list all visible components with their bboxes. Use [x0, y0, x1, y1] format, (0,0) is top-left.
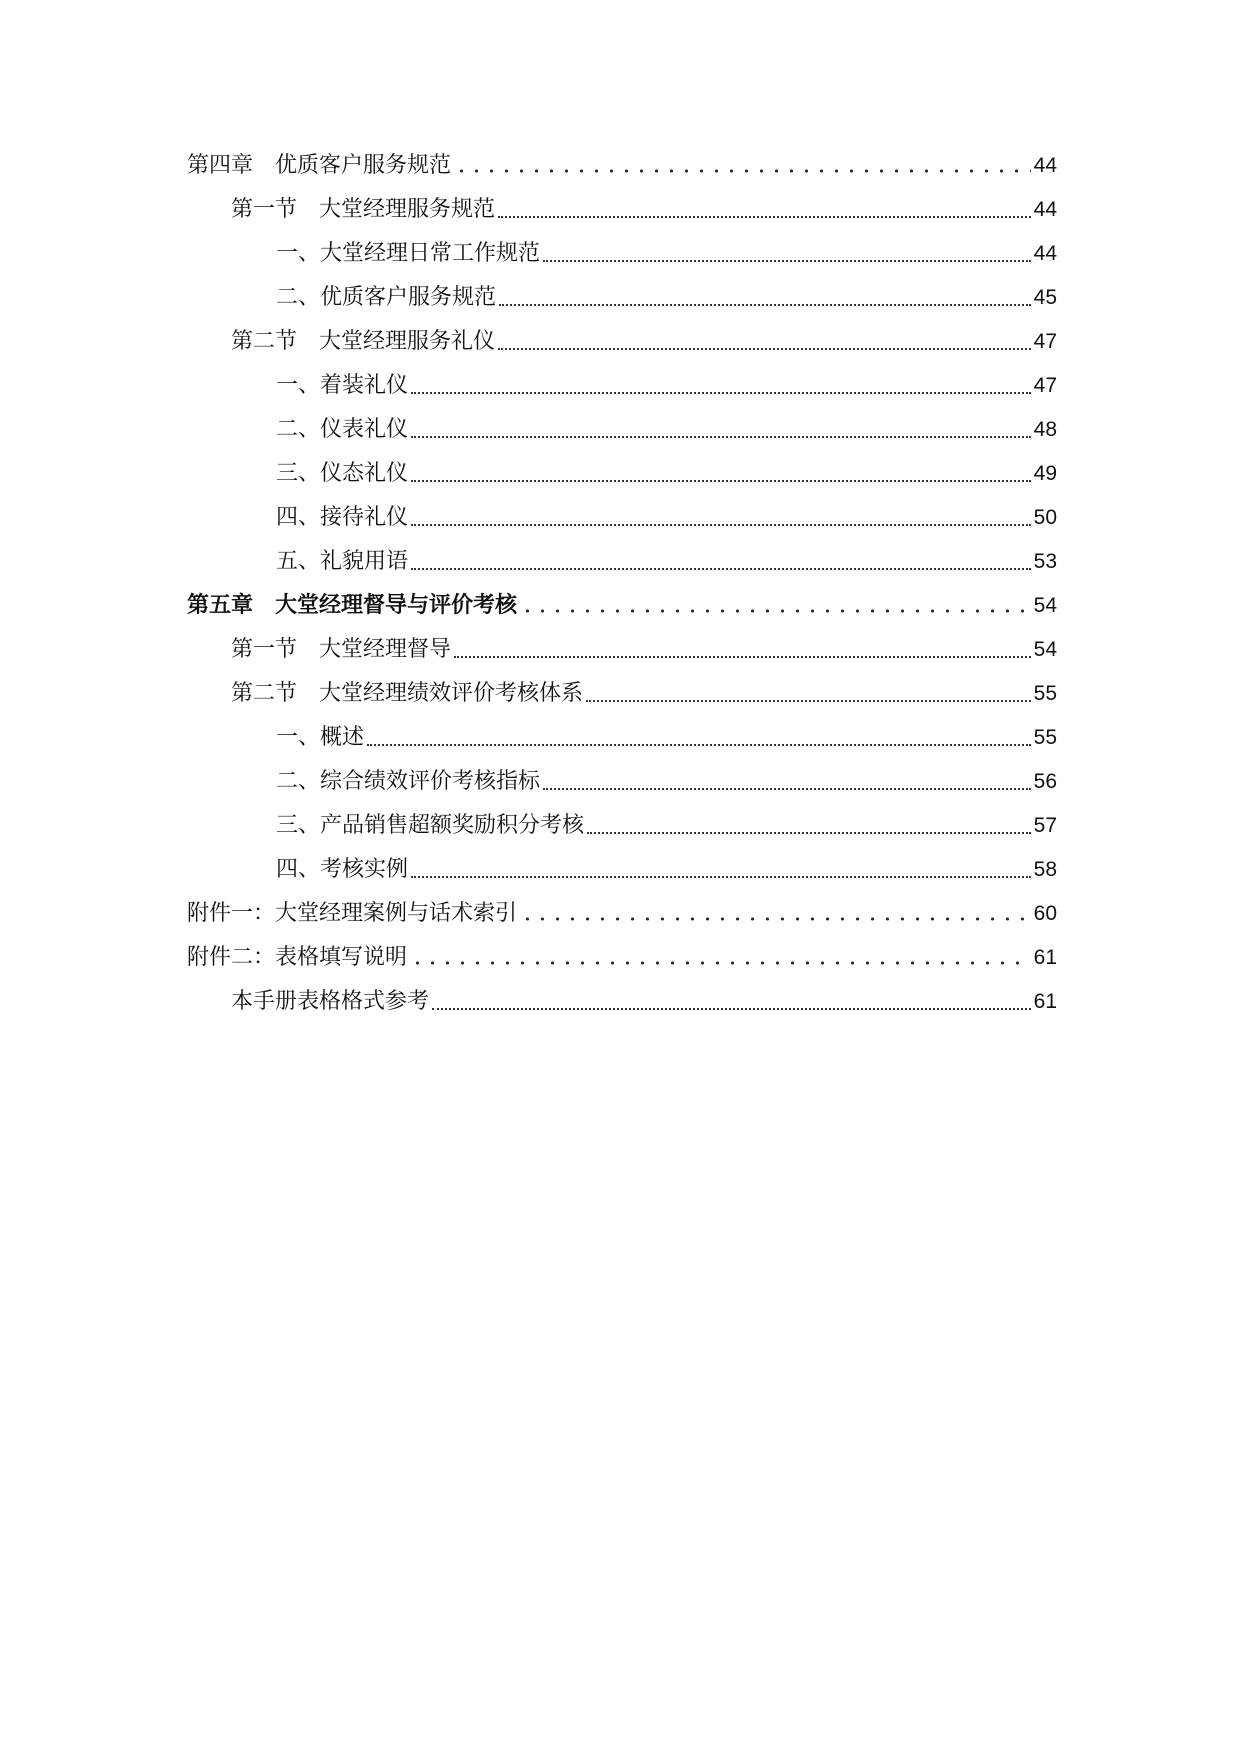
toc-entry-section[interactable]	[0, 624, 1241, 664]
toc-entry-appendix-2[interactable]	[0, 932, 1241, 972]
toc-entry-page: 55	[1033, 682, 1057, 705]
toc-entry-section[interactable]	[0, 316, 1241, 356]
dot-leader	[411, 558, 1031, 570]
dot-leader	[498, 338, 1031, 350]
toc-entry-title: 二、仪表礼仪	[276, 417, 409, 442]
toc-entry-subsection[interactable]	[0, 272, 1241, 312]
toc-entry-page: 53	[1033, 550, 1057, 573]
toc-entry-title: 第一节 大堂经理服务规范	[231, 197, 496, 222]
toc-entry-title: 五、礼貌用语	[276, 549, 409, 574]
dot-leader	[411, 866, 1031, 878]
toc-entry-subsection[interactable]	[0, 800, 1241, 840]
dot-leader	[543, 778, 1031, 790]
dot-leader	[411, 514, 1031, 526]
toc-entry-title: 第二节 大堂经理服务礼仪	[231, 329, 496, 354]
dot-leader	[454, 646, 1031, 658]
dot-leader	[543, 250, 1031, 262]
dot-leader	[367, 734, 1031, 746]
toc-entry-title: 一、大堂经理日常工作规范	[276, 241, 541, 266]
toc-entry-subsection[interactable]	[0, 756, 1241, 796]
dot-leader	[499, 294, 1031, 306]
toc-entry-subsection[interactable]	[0, 712, 1241, 752]
toc-entry-page: 61	[1033, 990, 1057, 1013]
toc-entry-section[interactable]	[0, 184, 1241, 224]
dot-leader	[410, 958, 1031, 966]
toc-entry-page: 49	[1033, 462, 1057, 485]
toc-entry-subsection[interactable]	[0, 404, 1241, 444]
toc-entry-title: 第一节 大堂经理督导	[231, 637, 452, 662]
dot-leader	[587, 822, 1031, 834]
toc-entry-page: 56	[1033, 770, 1057, 793]
toc-entry-page: 55	[1033, 726, 1057, 749]
toc-entry-page: 45	[1033, 286, 1057, 309]
toc-entry-title: 第五章 大堂经理督导与评价考核	[187, 593, 518, 618]
toc-entry-page: 60	[1033, 902, 1057, 925]
toc-entry-page: 48	[1033, 418, 1057, 441]
toc-entry-section[interactable]	[0, 668, 1241, 708]
toc-entry-title: 三、仪态礼仪	[276, 461, 409, 486]
toc-entry-page: 50	[1033, 506, 1057, 529]
toc-entry-title: 一、着装礼仪	[276, 373, 409, 398]
toc-entry-subsection[interactable]	[0, 492, 1241, 532]
toc-entry-subsection[interactable]	[0, 360, 1241, 400]
toc-entry-page: 54	[1033, 638, 1057, 661]
toc-entry-subsection[interactable]	[0, 228, 1241, 268]
toc-entry-page: 61	[1033, 946, 1057, 969]
dot-leader	[432, 998, 1031, 1010]
toc-entry-chapter-4[interactable]	[0, 140, 1241, 180]
toc-entry-subsection[interactable]	[0, 536, 1241, 576]
toc-entry-page: 44	[1033, 242, 1057, 265]
toc-entry-page: 47	[1033, 374, 1057, 397]
dot-leader	[454, 166, 1031, 174]
toc-entry-title: 本手册表格格式参考	[231, 989, 430, 1014]
toc-entry-title: 四、接待礼仪	[276, 505, 409, 530]
toc-entry-page: 54	[1033, 594, 1057, 617]
toc-entry-subsection[interactable]	[0, 844, 1241, 884]
toc-entry-title: 第四章 优质客户服务规范	[187, 153, 452, 178]
toc-entry-title: 二、综合绩效评价考核指标	[276, 769, 541, 794]
toc-entry-appendix-1[interactable]	[0, 888, 1241, 928]
toc-entry-page: 47	[1033, 330, 1057, 353]
toc-entry-chapter-5[interactable]	[0, 580, 1241, 620]
toc-entry-section[interactable]	[0, 976, 1241, 1016]
toc-entry-subsection[interactable]	[0, 448, 1241, 488]
dot-leader	[411, 470, 1031, 482]
toc-entry-title: 附件二：表格填写说明	[187, 945, 408, 970]
dot-leader	[498, 206, 1031, 218]
dot-leader	[411, 426, 1031, 438]
toc-entry-title: 第二节 大堂经理绩效评价考核体系	[231, 681, 584, 706]
toc-entry-title: 三、产品销售超额奖励积分考核	[276, 813, 585, 838]
toc-entry-page: 58	[1033, 858, 1057, 881]
dot-leader	[586, 690, 1031, 702]
dot-leader	[520, 914, 1031, 922]
toc-entry-page: 57	[1033, 814, 1057, 837]
toc-entry-title: 附件一：大堂经理案例与话术索引	[187, 901, 518, 926]
toc-entry-page: 44	[1033, 198, 1057, 221]
toc-entry-title: 四、考核实例	[276, 857, 409, 882]
toc-entry-title: 一、概述	[276, 725, 365, 750]
dot-leader	[520, 606, 1031, 614]
dot-leader	[411, 382, 1031, 394]
toc-entry-page: 44	[1033, 154, 1057, 177]
toc-entry-title: 二、优质客户服务规范	[276, 285, 497, 310]
